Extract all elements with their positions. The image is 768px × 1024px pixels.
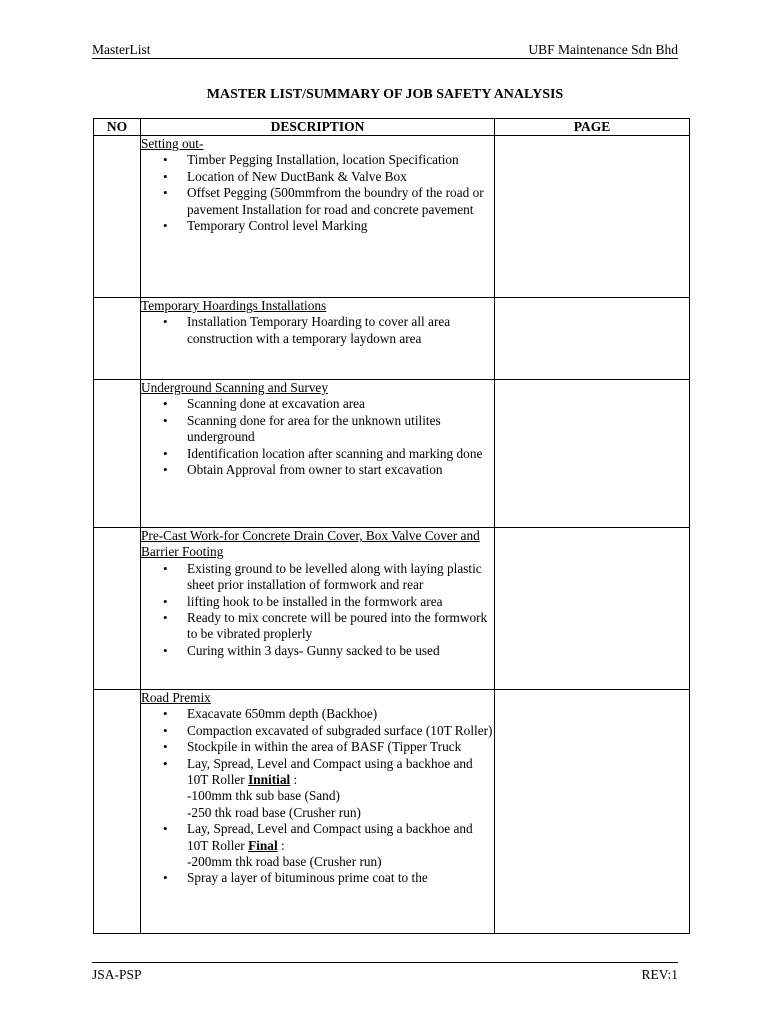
bullet-item: [187, 446, 494, 462]
emphasis-label: Final: [248, 837, 278, 853]
bullet-text: Offset Pegging (500mmfrom the boundry of the road or pavement Installation for road and concrete pavement: [187, 185, 484, 217]
table-body: [94, 136, 690, 934]
bullet-text: Lay, Spread, Level and Compact using a backhoe and 10T Roller: [187, 821, 473, 853]
bullet-item: [187, 643, 494, 659]
bullet-item: [187, 561, 494, 594]
row-no-cell: [94, 380, 141, 528]
row-page-cell: [495, 528, 690, 690]
page-footer: [92, 962, 678, 983]
section-title: Road Premix: [141, 690, 211, 705]
column-header-page: PAGE: [495, 119, 690, 136]
bullet-text: Scanning done at excavation area: [187, 396, 365, 412]
bullet-text: Installation Temporary Hoarding to cover all area construction with a temporary laydown area: [187, 314, 451, 346]
row-description-cell: [141, 380, 495, 528]
emphasis-label: Innitial: [248, 772, 291, 788]
row-no-cell: [94, 298, 141, 380]
bullet-list: [141, 561, 494, 659]
bullet-item: [187, 462, 494, 478]
footer-doc-code: JSA-PSP: [92, 967, 142, 982]
table-row: [94, 136, 690, 298]
row-page-cell: [495, 690, 690, 934]
header-left-text: MasterList: [92, 42, 151, 57]
bullet-text: Lay, Spread, Level and Compact using a backhoe and 10T Roller: [187, 755, 473, 788]
bullet-suffix: :: [277, 837, 285, 853]
row-description-cell: [141, 690, 495, 934]
footer-revision: REV:1: [641, 967, 678, 982]
bullet-text: lifting hook to be installed in the formwork area: [187, 593, 443, 609]
bullet-item: [187, 218, 494, 234]
bullet-text: Existing ground to be levelled along with laying plastic sheet prior installation of formwork and rear: [187, 560, 482, 593]
row-page-cell: [495, 298, 690, 380]
bullet-text: Timber Pegging Installation, location Specification: [187, 152, 459, 168]
row-description-cell: [141, 528, 495, 690]
bullet-item: [187, 821, 494, 870]
header-company-name: UBF Maintenance Sdn Bhd: [528, 42, 678, 57]
table-row: [94, 380, 690, 528]
bullet-text: Scanning done for area for the unknown utilites underground: [187, 412, 441, 445]
column-header-no: NO: [94, 119, 141, 136]
bullet-item: [187, 870, 494, 886]
bullet-item: [187, 610, 494, 643]
bullet-item: [187, 169, 494, 185]
bullet-list: [141, 152, 494, 234]
row-no-cell: [94, 136, 141, 298]
row-description-cell: [141, 298, 495, 380]
document-title: MASTER LIST/SUMMARY OF JOB SAFETY ANALYSIS: [206, 87, 564, 102]
row-no-cell: [94, 690, 141, 934]
bullet-item: [187, 314, 494, 347]
table-row: [94, 690, 690, 934]
sub-line: -100mm thk sub base (Sand): [187, 788, 340, 804]
table-row: [94, 298, 690, 380]
bullet-item: [187, 739, 494, 755]
sub-line: -250 thk road base (Crusher run): [187, 804, 361, 820]
bullet-item: [187, 723, 494, 739]
bullet-text: Compaction excavated of subgraded surface (10T Roller): [187, 722, 493, 738]
row-page-cell: [495, 136, 690, 298]
row-page-cell: [495, 380, 690, 528]
bullet-suffix: :: [290, 772, 298, 788]
bullet-item: [187, 594, 494, 610]
bullet-text: Location of New DuctBank & Valve Box: [187, 168, 407, 184]
bullet-item: [187, 185, 494, 218]
bullet-text: Ready to mix concrete will be poured into the formwork to be vibrated proplerly: [187, 610, 488, 642]
bullet-list: [141, 396, 494, 478]
section-title: Pre-Cast Work-for Concrete Drain Cover, Box Valve Cover and Barrier Footing: [141, 528, 480, 560]
bullet-text: Temporary Control level Marking: [187, 218, 368, 234]
bullet-text: Exacavate 650mm depth (Backhoe): [187, 706, 378, 722]
bullet-text: Stockpile in within the area of BASF (Tipper Truck: [187, 739, 462, 755]
bullet-list: [141, 706, 494, 886]
table-header-row: [94, 119, 690, 136]
bullet-text: Spray a layer of bituminous prime coat to the: [187, 870, 428, 886]
bullet-list: [141, 314, 494, 347]
page-header: [92, 40, 678, 59]
column-header-description: DESCRIPTION: [141, 119, 495, 136]
bullet-text: Obtain Approval from owner to start excavation: [187, 462, 443, 478]
bullet-item: [187, 152, 494, 168]
bullet-item: [187, 756, 494, 822]
bullet-text: Identification location after scanning and marking done: [187, 445, 483, 461]
section-title: Underground Scanning and Survey: [141, 380, 328, 395]
bullet-item: [187, 396, 494, 412]
section-title: Setting out-: [141, 136, 204, 151]
table-row: [94, 528, 690, 690]
bullet-text: Curing within 3 days- Gunny sacked to be used: [187, 642, 440, 658]
row-description-cell: [141, 136, 495, 298]
jsa-master-table: [93, 118, 690, 934]
row-no-cell: [94, 528, 141, 690]
sub-line: -200mm thk road base (Crusher run): [187, 854, 382, 870]
section-title: Temporary Hoardings Installations: [141, 298, 327, 313]
bullet-item: [187, 706, 494, 722]
bullet-item: [187, 413, 494, 446]
